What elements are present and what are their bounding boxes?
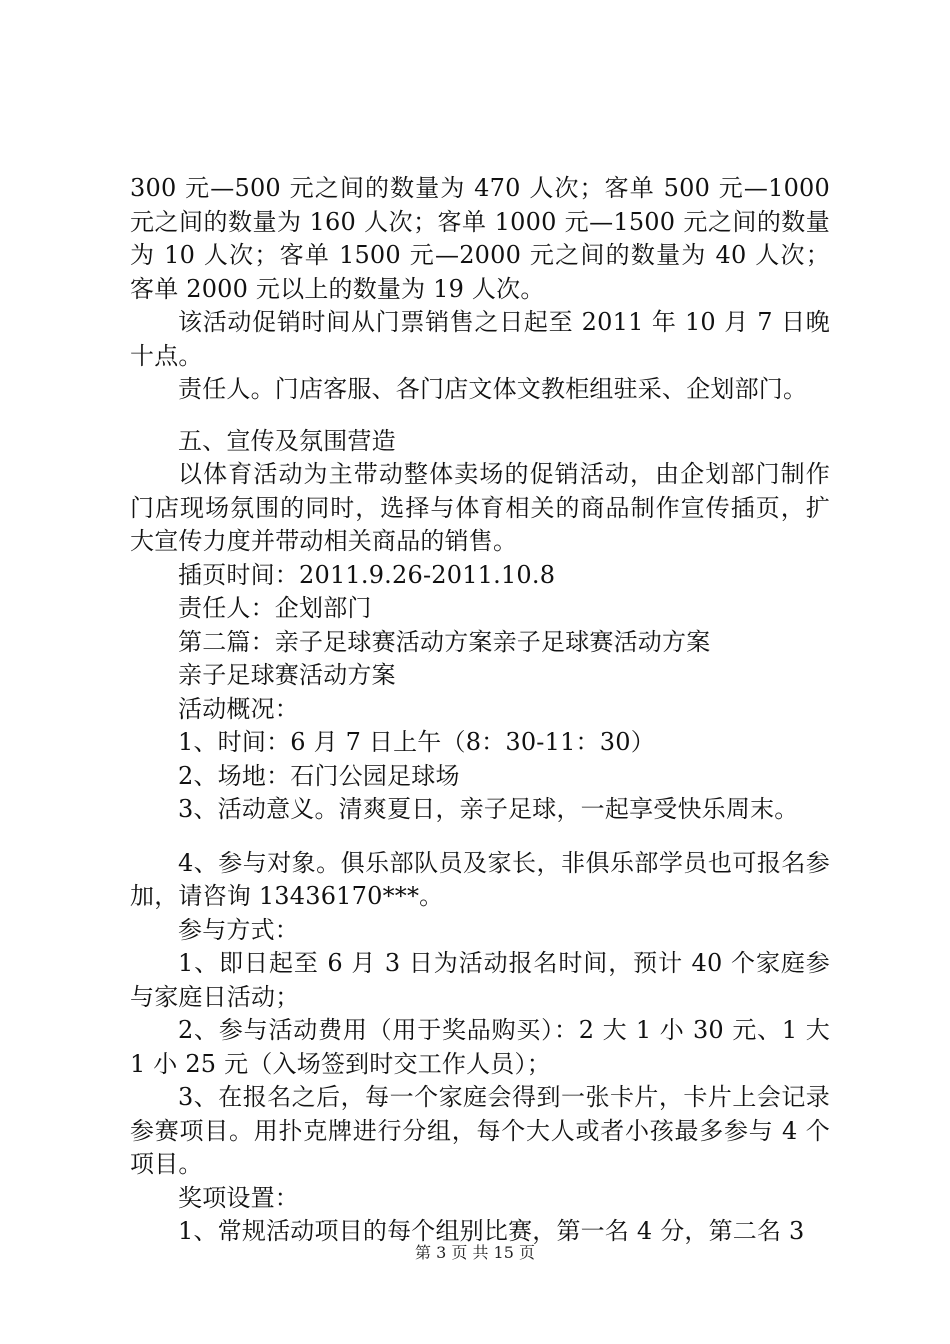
section-heading-publicity: 五、宣传及氛围营造 — [178, 426, 396, 455]
paragraph-part-two-title: 第二篇：亲子足球赛活动方案亲子足球赛活动方案 — [178, 627, 711, 656]
paragraph-method-heading: 参与方式： — [178, 915, 299, 944]
paragraph-publicity: 以体育活动为主带动整体卖场的促销活动，由企划部门制作门店现场氛围的同时，选择与体育相关的商品制作宣传插页，扩大宣传力度并带动相关商品的销售。 — [130, 460, 830, 555]
paragraph-awards-heading: 奖项设置： — [178, 1183, 299, 1212]
paragraph-plan-title: 亲子足球赛活动方案 — [178, 661, 396, 689]
paragraph-responsible-2: 责任人：企划部门 — [178, 594, 372, 622]
paragraph-fees: 2、参与活动费用（用于奖品购买）：2 大 1 小 30 元、1 大 1 小 25 元（入场签到时交工作人员）； — [130, 1016, 830, 1078]
paragraph-participants: 4、参与对象。俱乐部队员及家长，非俱乐部学员也可报名参加，请咨询 13436170***。 — [130, 848, 830, 910]
paragraph-insert-time: 插页时间：2011.9.26-2011.10.8 — [178, 560, 556, 589]
paragraph-overview-heading: 活动概况： — [178, 694, 299, 723]
spacer — [130, 407, 830, 425]
paragraph-registration: 1、即日起至 6 月 3 日为活动报名时间，预计 40 个家庭参与家庭日活动； — [130, 949, 830, 1011]
spacer — [130, 827, 830, 847]
document-body — [130, 172, 830, 1249]
paragraph-cards: 3、在报名之后，每一个家庭会得到一张卡片，卡片上会记录参赛项目。用扑克牌进行分组，每个大人或者小孩最多参与 4 个项目。 — [130, 1083, 830, 1178]
page-number-footer: 第 3 页 共 15 页 — [415, 1243, 535, 1262]
paragraph-scoring: 1、常规活动项目的每个组别比赛，第一名 4 分，第二名 3 — [178, 1217, 805, 1245]
paragraph-time: 1、时间：6 月 7 日上午（8：30-11：30） — [178, 728, 655, 756]
paragraph-promo-time: 该活动促销时间从门票销售之日起至 2011 年 10 月 7 日晚十点。 — [130, 308, 830, 370]
paragraph-responsible-1: 责任人。门店客服、各门店文体文教柜组驻采、企划部门。 — [178, 375, 808, 403]
paragraph-customer-stats: 300 元—500 元之间的数量为 470 人次；客单 500 元—1000 元之间的数量为 160 人次；客单 1000 元—1500 元之间的数量为 10 人次；客单 1500 元—2000 元之间的数量为 40 人次；客单 2000 元以上的数量为 19 人次。 — [130, 174, 830, 303]
paragraph-venue: 2、场地：石门公园足球场 — [178, 761, 460, 790]
paragraph-significance: 3、活动意义。清爽夏日，亲子足球，一起享受快乐周末。 — [178, 795, 799, 823]
